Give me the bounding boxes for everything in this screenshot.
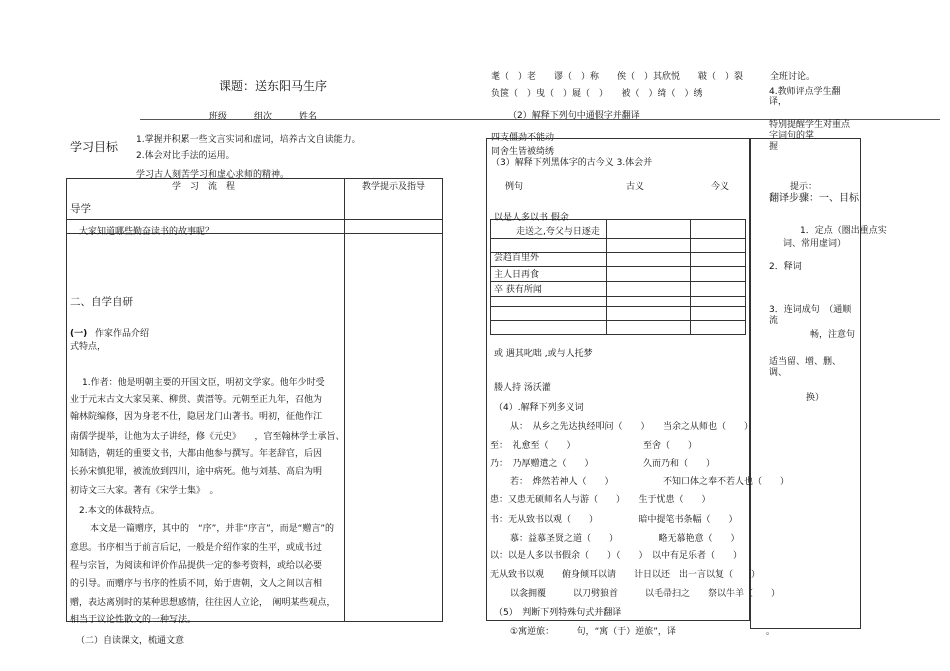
poly-line: 至： 礼愈至（ ） 至舍（ ）	[490, 441, 698, 451]
poly-line: 慕：益慕圣贤之道（ ） 略无慕艳意（ ）	[510, 534, 740, 544]
right-note: 字词句的掌	[769, 131, 815, 141]
step-4: 换）	[806, 393, 825, 403]
poly-line: 书：无从致书以观（ ） 暗中提笔书条幅（ ）	[490, 515, 738, 525]
steps-title: 翻译步骤：一、目标	[769, 193, 859, 204]
q2-title: （2）解释下列句中通假字并翻译	[508, 111, 640, 121]
example-row: 主人日再食	[494, 270, 540, 280]
author-line: 翰林院编修，因为身老不仕，隐居龙门山著书。明初，征他作江	[70, 412, 323, 422]
tip-title: 提示：	[790, 182, 818, 192]
mid-frame	[486, 138, 750, 621]
author-line: 南儒学提举，让他为太子讲经，修《元史》 ，官至翰林学士承旨、	[70, 432, 345, 442]
author-line: 初诗文三大家。著有《宋学士集》 。	[70, 486, 219, 496]
self-study-heading: 二、自学自研	[70, 296, 133, 308]
column-divider	[606, 219, 607, 335]
guide-question: 大家知道哪些勤奋读书的故事呢？	[79, 227, 215, 237]
genre-line: 相当于议论性散文的一种写法。	[70, 615, 197, 625]
col-modern: 今义	[711, 182, 730, 192]
author-line: 业于元末古文大家吴莱、柳贯、黄溍等。元朝至正九年，召他为	[70, 395, 323, 405]
q2-a: 四支僵劲不能动	[491, 133, 555, 143]
column-divider	[690, 219, 691, 335]
row-divider	[490, 238, 746, 239]
row-divider	[490, 281, 746, 282]
genre-line: 程与宗旨，为阅读和评价作品提供一定的参考资料，或给以必要	[70, 561, 323, 571]
author-line: 长孙宋慎犯罪，被流放到四川，途中病死。他与刘基、高启为明	[70, 467, 323, 477]
poly-line: 若： 烨然若神人（ ） 不知口体之奉不若人也（ ）	[510, 477, 790, 487]
col-example: 例句	[505, 182, 524, 192]
step-3: 3．连词成句 （通顺	[769, 305, 852, 315]
goal-2: 2.体会对比手法的运用。	[136, 151, 235, 161]
q5-title: （5） 判断下列特殊句式并翻译	[494, 608, 622, 618]
genre-line: 赠，表达离别时的某种思想感情，往往因人立论， 阐明某些观点，	[70, 598, 336, 608]
example-row: 尝趋百里外	[494, 253, 540, 263]
pronounce-line-2: 负箧（ ）曳（ ）屣（ ） 被（ ）绮（ ）绣	[491, 89, 703, 99]
q5-a: ①寓逆旅： 句，“寓（于）逆旅”，译 。	[510, 627, 775, 637]
example-row: 媵人持 汤沃灌	[494, 383, 551, 393]
poly-line: 患：又患无硕师名人与游（ ） 生于忧患（ ）	[490, 495, 711, 505]
example-row: 或 遇其叱咄 ,或与人托梦	[494, 349, 593, 359]
step-4: 调、	[769, 368, 788, 378]
right-note: 全班讨论。	[770, 72, 816, 82]
sub1-label: (一)	[70, 329, 88, 339]
genre-line: 本文是一篇赠序，其中的 “序”，并非“序言”，而是“赠言”的	[90, 524, 334, 534]
row-divider	[66, 219, 443, 220]
right-note: 译，	[769, 97, 788, 107]
example-row: 卒 获有所闻	[494, 285, 542, 295]
column-divider	[344, 178, 345, 622]
q2-b: 同舍生皆被绮绣	[491, 147, 555, 157]
row-divider	[490, 296, 746, 297]
pronounce-line-1: 耄（ ）老 谬（ ）称 俟（ ）其欣悦 皲（ ）裂	[491, 72, 744, 82]
sub2-title: （二）自读课文，梳通文意	[76, 636, 185, 646]
guide-heading: 导学	[70, 203, 91, 215]
genre-title: 2.本文的体裁特点。	[79, 506, 160, 516]
right-note: 4.教师评点学生翻	[769, 87, 841, 97]
q3-title: （3）解释下列黑体字的古今义 3.体会并	[491, 158, 653, 168]
example-row: 以是人多以书 假余	[494, 213, 569, 223]
lesson-title: 课题：送东阳马生序	[219, 79, 328, 93]
class-info: 班级 组次 姓名	[209, 112, 318, 122]
poly-line: 无从致书以观 俯身倾耳以请 计日以还 出一言以复（ ）	[490, 570, 761, 580]
right-note: 握	[769, 142, 779, 152]
q4-title: （4）.解释下列多义词	[494, 403, 584, 413]
right-note: 特别提醒学生对重点	[769, 120, 851, 130]
step-3: 流	[769, 316, 779, 326]
genre-line: 的引导。而赠序与书序的性质不同，始于唐朝，文人之间以言相	[70, 579, 323, 589]
row-divider	[490, 266, 746, 267]
poly-line: 从： 从乡之先达执经叩问（ ） 当余之从师也（ ）	[510, 422, 754, 432]
sub1-title: 作家作品介绍	[95, 329, 150, 339]
sub1-cont: 式特点，	[70, 342, 107, 352]
goal-heading: 学习目标	[70, 140, 119, 154]
row-divider	[490, 320, 746, 321]
poly-line: 以：以是人多以书假余（ ）（ ） 以中有足乐者（ ）	[490, 551, 743, 561]
row-divider	[490, 306, 746, 307]
process-header: 学 习 流 程	[172, 182, 236, 192]
step-2: 2．释词	[769, 262, 802, 272]
poly-line: 以衾拥覆 以刀劈狼首 以毛帚扫之 祭以牛羊（ ）	[510, 589, 781, 599]
step-3: 畅，注意句	[810, 330, 856, 340]
step-4: 适当留、增、删、	[769, 357, 842, 367]
author-line: 知制诰，朝廷的重要文书，大都由他参与撰写。年老辞官，后因	[70, 449, 323, 459]
col-ancient: 古义	[626, 182, 645, 192]
example-row: 走送之,夸父与日逐走	[516, 227, 600, 237]
right-frame	[750, 138, 861, 629]
step-1: 1．定点（圈出重点实	[800, 226, 887, 236]
goal-3: 学习古人刻苦学习和虚心求师的精神。	[136, 170, 290, 180]
genre-line: 意思。书序相当于前言后记，一般是介绍作家的生平，或成书过	[70, 543, 323, 553]
tips-header: 教学提示及指导	[362, 182, 426, 192]
poly-line: 乃： 乃厚赠遣之（ ） 久而乃和（ ）	[490, 459, 716, 469]
author-line: 1.作者：他是明朝主要的开国文臣，明初文学家。他年少时受	[82, 378, 325, 388]
step-1: 词、常用虚词）	[783, 239, 847, 249]
goal-1: 1.掌握并积累一些文言实词和虚词，培养古文自读能力。	[136, 135, 361, 145]
